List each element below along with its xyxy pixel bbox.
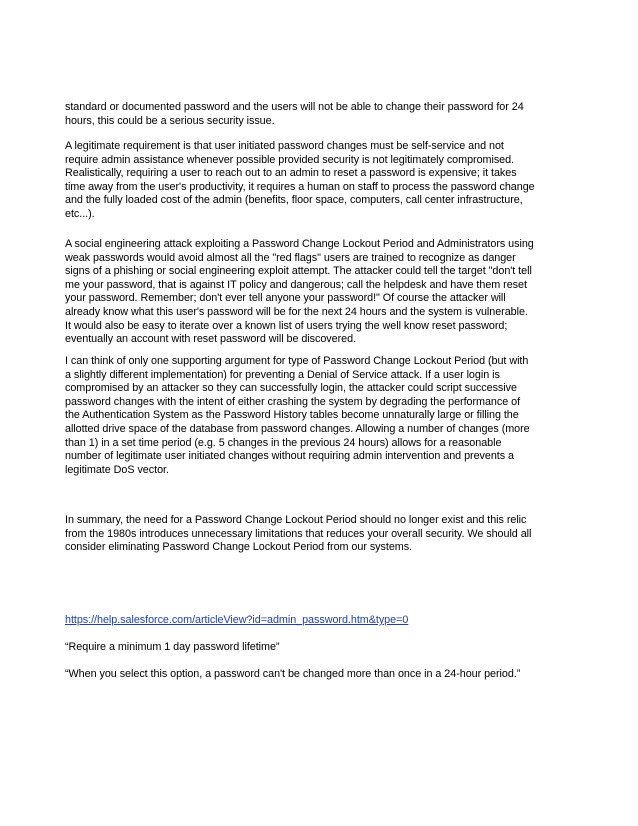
text-line: allotted drive space of the database from password changes. Allowing a number of changes (more	[65, 422, 530, 435]
text-line: In summary, the need for a Password Change Lockout Period should no longer exist and this relic	[65, 514, 527, 526]
text-line: A social engineering attack exploiting a Password Change Lockout Period and Administrators using	[65, 238, 534, 250]
quote-text: “Require a minimum 1 day password lifetime”	[65, 641, 280, 653]
text-line: the Authentication System as the Password History tables become unnaturally large or filling the	[65, 409, 519, 422]
text-line: me your password, that is against IT policy and dangerous; call the helpdesk and have them reset	[65, 278, 527, 291]
text-line: number of legitimate user initiated changes without requiring admin intervention and prevents a	[65, 450, 514, 463]
paragraph-denial-of-service	[65, 355, 575, 477]
paragraph-summary	[65, 514, 575, 555]
text-line: from the 1980s introduces unnecessary limitations that reduces your overall security. We should all	[65, 527, 532, 540]
text-line: I can think of only one supporting argument for type of Password Change Lockout Period (but with	[65, 355, 529, 367]
text-line: time away from the user's productivity, it requires a human on staff to process the password change	[65, 180, 535, 193]
text-line: A legitimate requirement is that user initiated password changes must be self-service and not	[65, 140, 504, 152]
text-line: It would also be easy to iterate over a known list of users trying the well know reset password;	[65, 319, 508, 332]
text-line: Realistically, requiring a user to reach out to an admin to reset a password is expensive; it takes	[65, 167, 517, 180]
text-line: consider eliminating Password Change Lockout Period from our systems.	[65, 541, 413, 554]
text-line: legitimate DoS vector.	[65, 463, 169, 476]
text-line: and the fully loaded cost of the admin (benefits, floor space, computers, call center infrastructure,	[65, 194, 523, 207]
quote-paragraph-2	[65, 668, 575, 682]
text-line: a slightly different implementation) for preventing a Denial of Service attack. If a user login is	[65, 368, 500, 381]
text-line: require admin assistance whenever possible provided security is not legitimately compromised.	[65, 153, 515, 166]
text-line: password changes with the intent of either crashing the system by degrading the performance of	[65, 395, 521, 408]
text-line: signs of a phishing or social engineering exploit attempt. The attacker could tell the target "don't tell	[65, 265, 532, 278]
text-line: compromised by an attacker so they can successfully login, the attacker could script successive	[65, 382, 517, 395]
text-line: eventually an account with reset password will be discovered.	[65, 333, 357, 346]
paragraph-security-issue	[65, 101, 575, 128]
paragraph-legitimate-requirement	[65, 140, 575, 222]
text-line: standard or documented password and the users will not be able to change their password for 24	[65, 101, 524, 113]
text-line: etc...).	[65, 207, 95, 220]
text-line: already know what this user's password will be for the next 24 hours and the system is vulnerable.	[65, 305, 528, 318]
text-line: weak passwords would avoid almost all the "red flags" users are trained to recognize as danger	[65, 251, 516, 264]
text-line: your password. Remember; don't ever tell anyone your password!" Of course the attacker will	[65, 292, 506, 305]
text-line: hours, this could be a serious security issue.	[65, 114, 275, 127]
reference-link-paragraph	[65, 614, 575, 628]
salesforce-reference-link[interactable]: https://help.salesforce.com/articleView?id=admin_password.htm&type=0	[65, 614, 409, 626]
quote-text: “When you select this option, a password can't be changed more than once in a 24-hour period.”	[65, 668, 521, 680]
paragraph-social-engineering	[65, 238, 575, 347]
quote-paragraph-1	[65, 641, 575, 655]
text-line: than 1) in a set time period (e.g. 5 changes in the previous 24 hours) allows for a reasonable	[65, 436, 502, 449]
